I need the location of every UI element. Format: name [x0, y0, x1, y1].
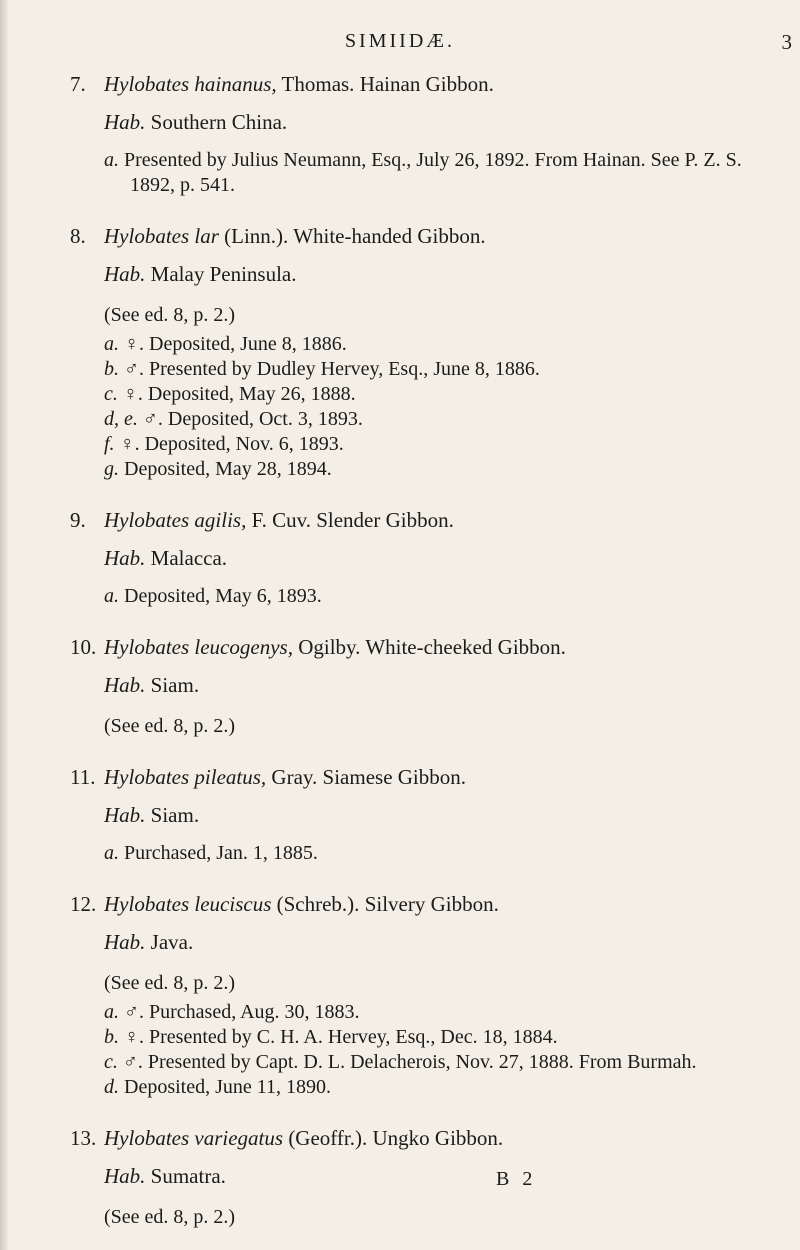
common-name: Siamese Gibbon.	[322, 765, 467, 789]
entry-number: 8.	[70, 224, 86, 248]
entry-number: 10.	[70, 635, 97, 659]
species-heading	[0, 1124, 800, 1152]
specimen-item	[0, 407, 800, 432]
habitat-line	[104, 544, 800, 572]
species-authority: Ogilby.	[298, 635, 361, 659]
habitat-value: Malay Peninsula.	[150, 262, 297, 286]
specimen-letter: a.	[104, 842, 119, 864]
specimen-text: Purchased, Jan. 1, 1885.	[124, 842, 318, 864]
specimen-letter: d, e.	[104, 408, 138, 430]
specimen-letter: d.	[104, 1076, 119, 1098]
species-entry	[0, 222, 800, 482]
specimen-item	[0, 382, 800, 407]
specimen-item	[0, 584, 800, 609]
habitat-label: Hab.	[104, 1164, 146, 1188]
specimen-letter: b.	[104, 358, 119, 380]
specimen-item	[0, 1025, 800, 1050]
see-note: (See ed. 8, p. 2.)	[104, 715, 236, 737]
entry-number: 7.	[70, 72, 86, 96]
see-note: (See ed. 8, p. 2.)	[104, 972, 236, 994]
common-name: White-cheeked Gibbon.	[365, 635, 566, 659]
entry-number: 12.	[70, 892, 97, 916]
species-name: Hylobates hainanus,	[104, 72, 277, 96]
see-note: (See ed. 8, p. 2.)	[104, 304, 236, 326]
species-heading	[0, 70, 800, 98]
common-name: Ungko Gibbon.	[372, 1126, 504, 1150]
specimen-item	[0, 457, 800, 482]
habitat-value: Southern China.	[150, 110, 288, 134]
species-authority: (Linn.).	[224, 224, 289, 248]
running-head-title: SIMIIDÆ.	[344, 30, 456, 52]
species-name: Hylobates leucogenys,	[104, 635, 293, 659]
entry-number: 9.	[70, 508, 86, 532]
specimen-list	[0, 148, 800, 198]
habitat-label: Hab.	[104, 546, 146, 570]
specimen-letter: a.	[104, 585, 119, 607]
habitat-value: Sumatra.	[150, 1164, 226, 1188]
species-authority: Gray.	[271, 765, 318, 789]
specimen-text: ♂. Presented by Capt. D. L. Delacherois, Nov. 27, 1888. From Burmah.	[122, 1051, 697, 1073]
species-name: Hylobates variegatus	[104, 1126, 284, 1150]
specimen-item	[0, 841, 800, 866]
species-authority: F. Cuv.	[251, 508, 311, 532]
common-name: White-handed Gibbon.	[293, 224, 486, 248]
species-heading	[0, 890, 800, 918]
entry-number: 13.	[70, 1126, 97, 1150]
species-entry	[0, 890, 800, 1100]
specimen-text: ♀. Deposited, June 8, 1886.	[124, 333, 347, 355]
habitat-label: Hab.	[104, 673, 146, 697]
see-note: (See ed. 8, p. 2.)	[104, 1206, 236, 1228]
specimen-text: Presented by Julius Neumann, Esq., July 26, 1892. From Hainan. See P. Z. S. 1892, p. 541.	[124, 149, 742, 196]
habitat-value: Siam.	[150, 803, 200, 827]
specimen-list	[0, 584, 800, 609]
specimen-letter: b.	[104, 1026, 119, 1048]
specimen-letter: g.	[104, 458, 119, 480]
species-heading	[0, 633, 800, 661]
species-name: Hylobates pileatus,	[104, 765, 267, 789]
habitat-line	[104, 928, 800, 956]
species-authority: Thomas.	[281, 72, 355, 96]
specimen-text: ♀. Presented by C. H. A. Hervey, Esq., Dec. 18, 1884.	[124, 1026, 558, 1048]
habitat-line	[104, 108, 800, 136]
species-authority: (Schreb.).	[276, 892, 360, 916]
specimen-letter: c.	[104, 383, 118, 405]
specimen-list	[0, 332, 800, 482]
habitat-value: Malacca.	[150, 546, 228, 570]
specimen-letter: a.	[104, 1001, 119, 1023]
specimen-item	[0, 1075, 800, 1100]
specimen-list	[0, 1000, 800, 1100]
species-heading	[0, 506, 800, 534]
signature-mark: B 2	[496, 1168, 537, 1190]
habitat-label: Hab.	[104, 930, 146, 954]
habitat-line	[104, 260, 800, 288]
specimen-text: ♂. Purchased, Aug. 30, 1883.	[124, 1001, 360, 1023]
specimen-letter: c.	[104, 1051, 118, 1073]
species-entry	[0, 1124, 800, 1230]
specimen-text: ♂. Deposited, Oct. 3, 1893.	[142, 408, 363, 430]
specimen-letter: a.	[104, 149, 119, 171]
habitat-label: Hab.	[104, 803, 146, 827]
species-entry	[0, 633, 800, 739]
species-entry	[0, 763, 800, 866]
specimen-letter: a.	[104, 333, 119, 355]
species-entry	[0, 70, 800, 198]
species-name: Hylobates agilis,	[104, 508, 247, 532]
habitat-line	[104, 801, 800, 829]
specimen-item	[0, 1000, 800, 1025]
specimen-item	[0, 357, 800, 382]
specimen-item	[0, 148, 780, 198]
specimen-list	[0, 841, 800, 866]
running-head	[0, 30, 800, 60]
catalogue-body	[0, 70, 800, 1230]
common-name: Silvery Gibbon.	[364, 892, 499, 916]
specimen-text: Deposited, May 28, 1894.	[124, 458, 332, 480]
specimen-text: ♂. Presented by Dudley Hervey, Esq., June 8, 1886.	[124, 358, 540, 380]
species-authority: (Geoffr.).	[288, 1126, 368, 1150]
species-heading	[0, 222, 800, 250]
page-number: 3	[781, 30, 792, 54]
species-heading	[0, 763, 800, 791]
habitat-value: Siam.	[150, 673, 200, 697]
habitat-label: Hab.	[104, 110, 146, 134]
habitat-line	[104, 671, 800, 699]
common-name: Slender Gibbon.	[316, 508, 454, 532]
common-name: Hainan Gibbon.	[359, 72, 494, 96]
specimen-letter: f.	[104, 433, 115, 455]
specimen-text: ♀. Deposited, Nov. 6, 1893.	[119, 433, 344, 455]
specimen-text: ♀. Deposited, May 26, 1888.	[122, 383, 356, 405]
species-name: Hylobates leuciscus	[104, 892, 272, 916]
habitat-value: Java.	[150, 930, 194, 954]
species-entry	[0, 506, 800, 609]
habitat-line	[104, 1162, 800, 1190]
specimen-item	[0, 1050, 780, 1075]
species-name: Hylobates lar	[104, 224, 219, 248]
specimen-text: Deposited, May 6, 1893.	[124, 585, 322, 607]
entry-number: 11.	[70, 765, 96, 789]
specimen-item	[0, 432, 800, 457]
specimen-item	[0, 332, 800, 357]
habitat-label: Hab.	[104, 262, 146, 286]
specimen-text: Deposited, June 11, 1890.	[124, 1076, 332, 1098]
